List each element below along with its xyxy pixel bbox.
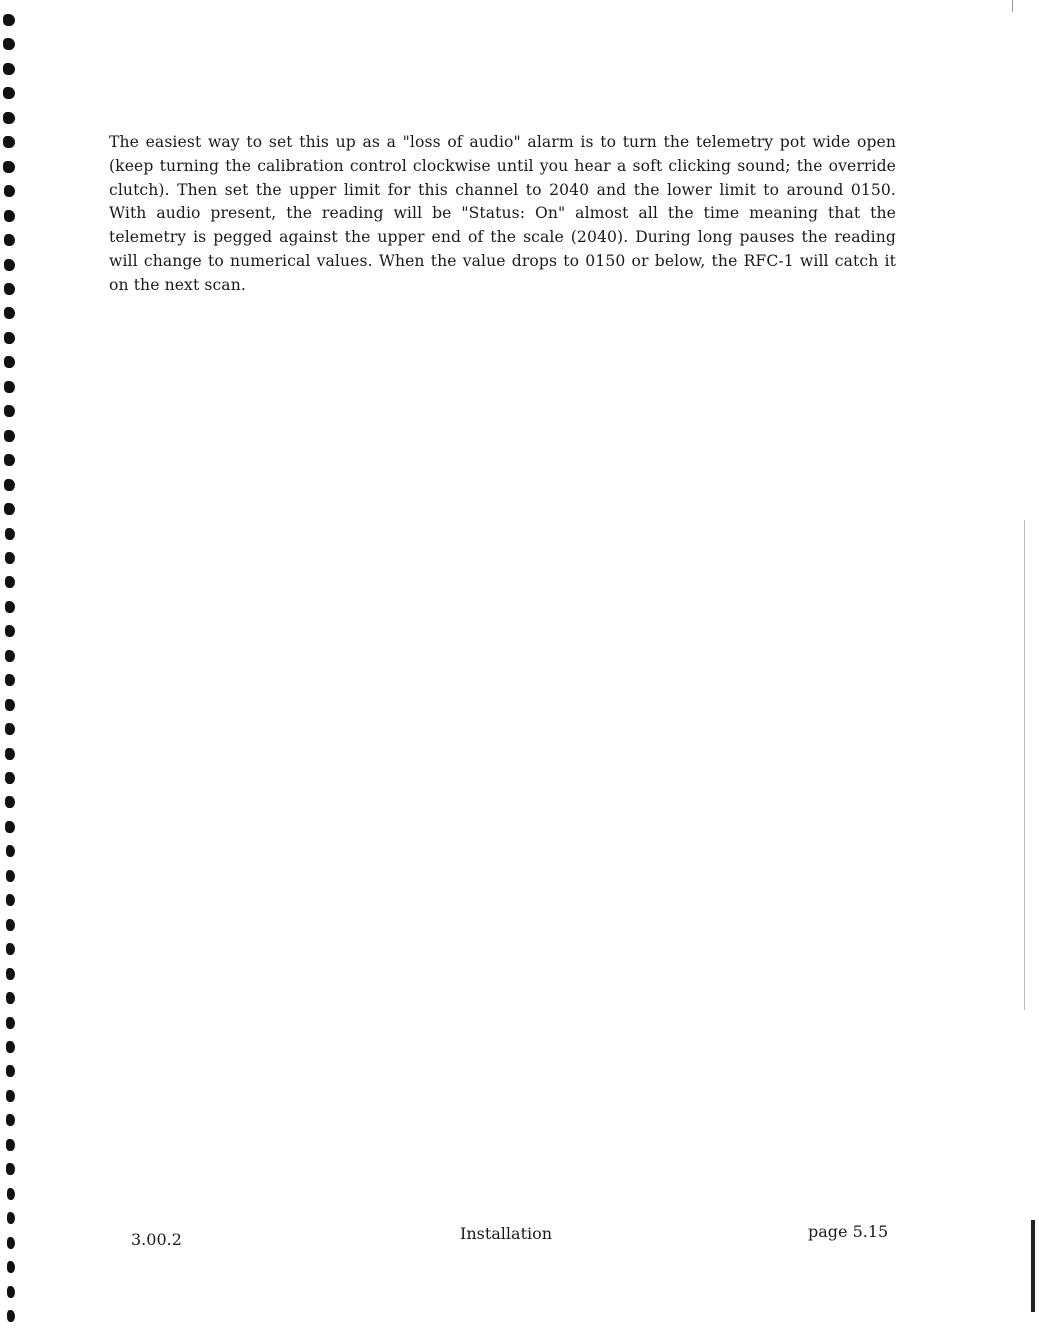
page-edge-mark [1012, 0, 1013, 12]
binding-hole [6, 919, 15, 931]
binding-hole [4, 381, 15, 393]
binding-hole [3, 161, 15, 173]
binding-hole [7, 1261, 15, 1273]
binding-hole [5, 674, 15, 686]
binding-hole [4, 479, 15, 491]
body-paragraph: The easiest way to set this up as a "loss of audio" alarm is to turn the telemetry pot wide open (keep turning the calibration control clockwise until you hear a soft clicking sound; the override clutch). Then set the upper limit for this channel to 2040 and the lower limit to around 0150. With audio present, the reading will be "Status: On" almost all the time meaning that the telemetry is pegged against the upper end of the scale (2040). During long pauses the reading will change to numerical values. When the value drops to 0150 or below, the RFC-1 will catch it on the next scan. [109, 133, 896, 294]
binding-hole [3, 38, 15, 50]
page-footer [0, 1220, 1039, 1250]
binding-hole [5, 552, 15, 564]
binding-hole [6, 1065, 15, 1077]
binding-hole [4, 259, 15, 271]
footer-version: 3.00.2 [131, 1230, 182, 1249]
binding-hole [6, 845, 15, 857]
binding-hole [5, 821, 15, 833]
binding-hole [6, 1017, 15, 1029]
binding-hole [6, 1090, 15, 1102]
binding-hole [6, 894, 15, 906]
binding-hole [4, 405, 15, 417]
binding-hole [5, 576, 15, 588]
binding-hole [5, 699, 15, 711]
binding-hole [5, 796, 15, 808]
binding-hole [4, 185, 15, 197]
binding-hole [6, 1041, 15, 1053]
binding-hole [4, 283, 15, 295]
binding-hole [3, 14, 15, 26]
binding-hole [4, 210, 15, 222]
binding-hole [4, 356, 15, 368]
binding-hole [6, 1163, 15, 1175]
binding-hole [4, 234, 15, 246]
binding-hole [6, 1114, 15, 1126]
binding-hole [3, 136, 15, 148]
binding-hole [4, 307, 15, 319]
binding-hole [3, 87, 15, 99]
binding-hole [3, 112, 15, 124]
binding-hole [5, 772, 15, 784]
binding-hole [6, 943, 15, 955]
binding-hole [5, 625, 15, 637]
binding-hole [4, 430, 15, 442]
binding-holes [0, 14, 30, 1324]
binding-hole [5, 601, 15, 613]
binding-hole [4, 503, 15, 515]
binding-hole [6, 870, 15, 882]
binding-hole [5, 748, 15, 760]
binding-hole [4, 454, 15, 466]
footer-section-title: Installation [460, 1224, 553, 1243]
binding-hole [6, 1139, 15, 1151]
footer-page-number: page 5.15 [808, 1222, 889, 1241]
binding-hole [6, 968, 15, 980]
page-edge-mark [1031, 1220, 1035, 1312]
binding-hole [3, 63, 15, 75]
binding-hole [7, 1286, 15, 1298]
binding-hole [4, 332, 15, 344]
binding-hole [5, 528, 15, 540]
page-edge-mark [1024, 520, 1025, 1010]
binding-hole [5, 650, 15, 662]
binding-hole [7, 1310, 15, 1322]
binding-hole [7, 1188, 15, 1200]
binding-hole [5, 723, 15, 735]
binding-hole [6, 992, 15, 1004]
